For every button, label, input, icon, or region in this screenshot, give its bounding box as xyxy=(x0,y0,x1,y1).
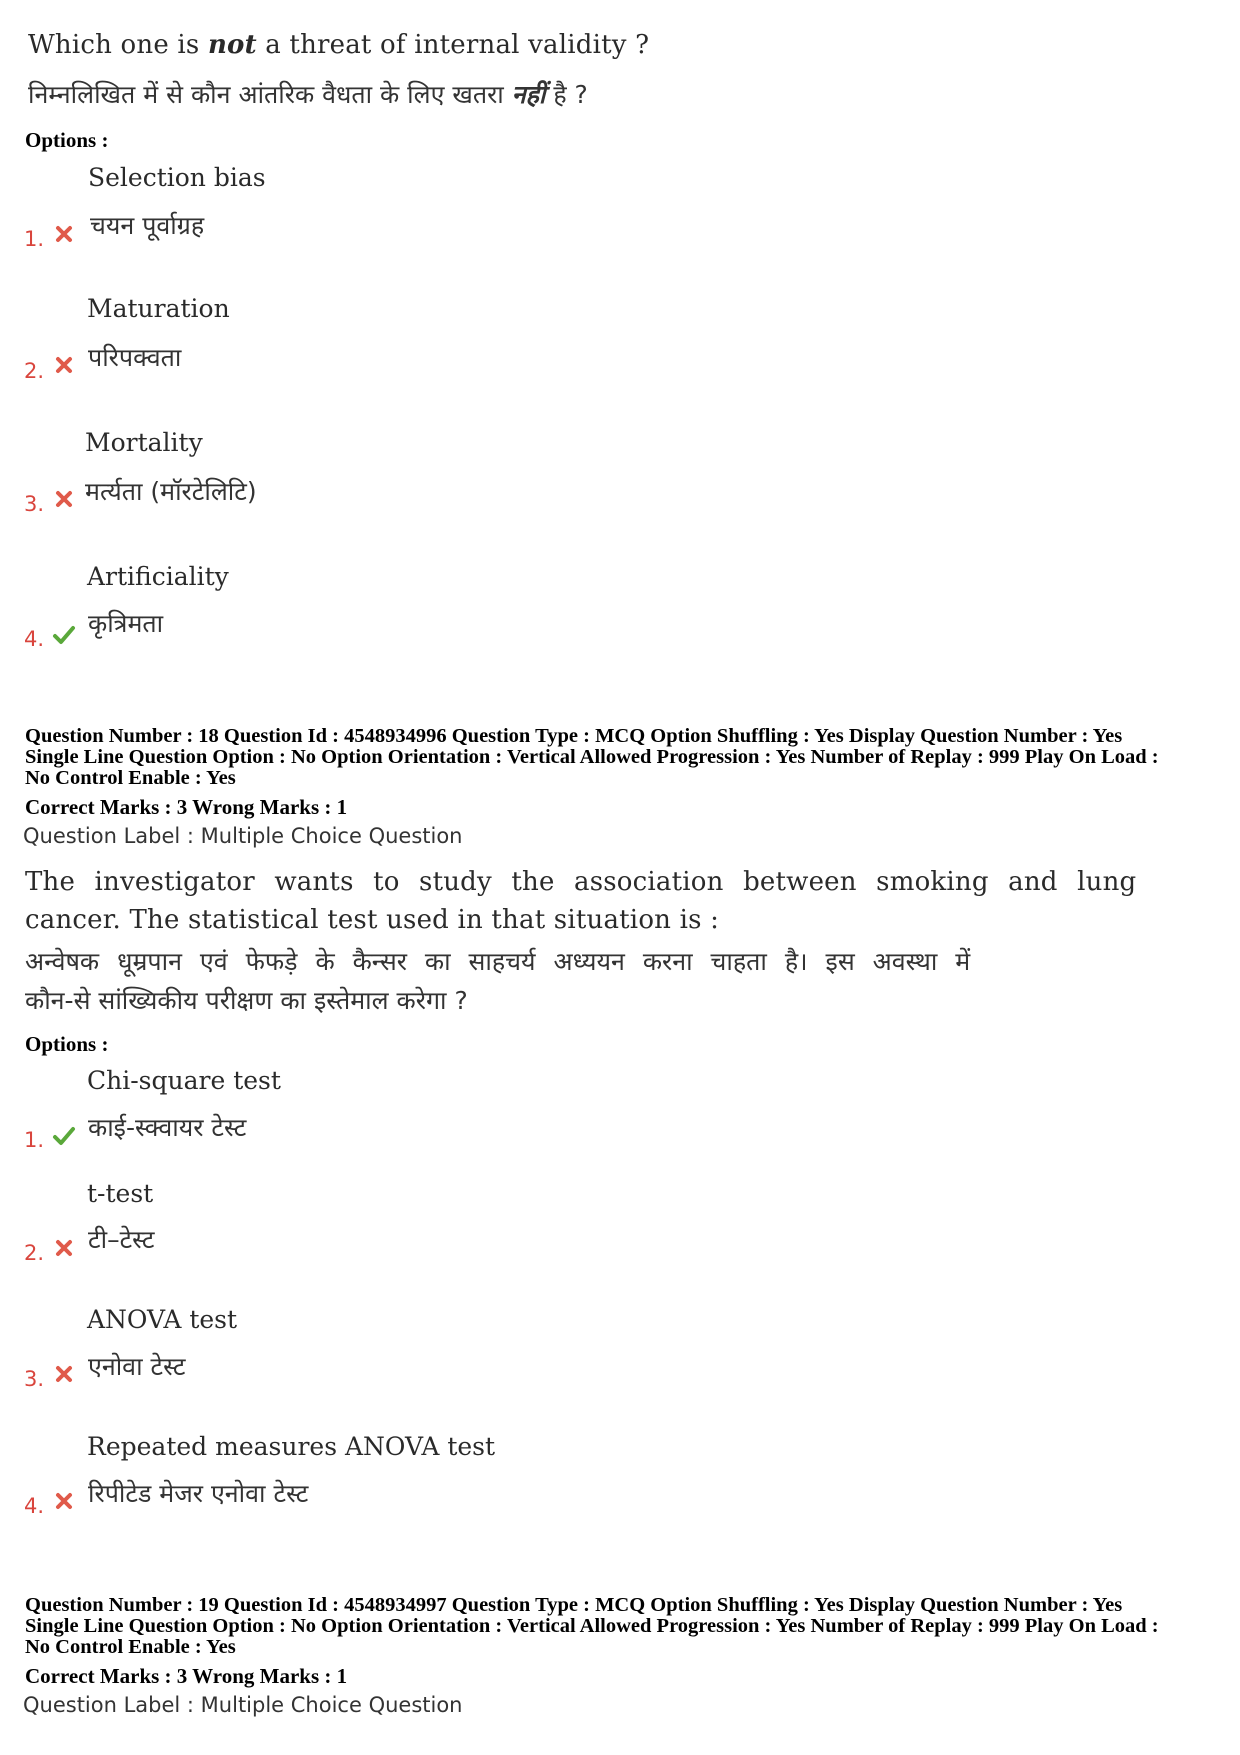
option-text-hi: परिपक्वता xyxy=(88,343,182,372)
option-number: 3. xyxy=(24,1367,45,1391)
question-text-emphasis: not xyxy=(207,30,257,60)
question-18-text-en-line2: cancer. The statistical test used in that situation is : xyxy=(25,905,720,935)
question-text-part: है ? xyxy=(545,80,588,109)
option-text-en: Mortality xyxy=(85,428,203,457)
question-18-text-en-line1: The investigator wants to study the association between smoking and lung xyxy=(25,867,1137,897)
option-text-en: ANOVA test xyxy=(87,1305,238,1334)
question-text-part: निम्नलिखित में से कौन आंतरिक वैधता के लिए खतरा xyxy=(28,80,512,109)
meta-line: No Control Enable : Yes xyxy=(25,1636,236,1658)
question-18-text-hi-line1: अन्वेषक धूम्रपान एवं फेफड़े के कैन्सर का साहचर्य अध्ययन करना चाहता है। इस अवस्था में xyxy=(25,947,971,976)
option-text-hi: कृत्रिमता xyxy=(88,609,164,638)
options-label: Options : xyxy=(25,1032,109,1056)
option-text-hi: टी–टेस्ट xyxy=(88,1225,155,1254)
cross-icon xyxy=(54,224,74,244)
meta-line: Single Line Question Option : No Option Orientation : Vertical Allowed Progression : Yes Number of Replay : 999 Play On Load : xyxy=(25,746,1159,768)
option-number: 4. xyxy=(24,1494,45,1518)
option-number: 2. xyxy=(24,359,45,383)
option-text-en: Selection bias xyxy=(88,163,266,192)
option-text-hi: चयन पूर्वाग्रह xyxy=(90,211,205,240)
cross-icon xyxy=(54,1491,74,1511)
cross-icon xyxy=(54,355,74,375)
option-number: 1. xyxy=(24,227,45,251)
meta-line: Question Number : 19 Question Id : 4548934997 Question Type : MCQ Option Shuffling : Yes Display Question Number : Yes xyxy=(25,1594,1123,1616)
question-18-label: Question Label : Multiple Choice Question xyxy=(23,824,463,848)
question-18-meta xyxy=(25,726,1159,789)
option-text-hi: रिपीटेड मेजर एनोवा टेस्ट xyxy=(88,1479,309,1508)
question-text-emphasis: नहीं xyxy=(511,80,546,109)
cross-icon xyxy=(54,489,74,509)
meta-line: Question Number : 18 Question Id : 4548934996 Question Type : MCQ Option Shuffling : Yes Display Question Number : Yes xyxy=(25,725,1123,747)
cross-icon xyxy=(54,1238,74,1258)
option-number: 2. xyxy=(24,1241,45,1265)
check-icon xyxy=(52,624,76,646)
option-text-en: Chi-square test xyxy=(87,1066,281,1095)
option-number: 3. xyxy=(24,492,45,516)
question-18-text-hi-line2: कौन-से सांख्यिकीय परीक्षण का इस्तेमाल करेगा ? xyxy=(25,986,468,1015)
question-19-label: Question Label : Multiple Choice Question xyxy=(23,1693,463,1717)
option-number: 4. xyxy=(24,627,45,651)
option-text-en: Repeated measures ANOVA test xyxy=(87,1432,496,1461)
question-17-text-hi xyxy=(28,77,588,111)
option-text-hi: एनोवा टेस्ट xyxy=(88,1352,186,1381)
question-text-part: Which one is xyxy=(28,30,208,60)
options-label: Options : xyxy=(25,128,109,152)
option-text-hi: मर्त्यता (मॉरटेलिटि) xyxy=(85,477,257,506)
option-text-en: Maturation xyxy=(87,294,230,323)
question-18-marks: Correct Marks : 3 Wrong Marks : 1 xyxy=(25,795,348,819)
meta-line: No Control Enable : Yes xyxy=(25,767,236,789)
cross-icon xyxy=(54,1364,74,1384)
option-text-en: t-test xyxy=(87,1179,154,1208)
question-19-marks: Correct Marks : 3 Wrong Marks : 1 xyxy=(25,1664,348,1688)
option-text-en: Artificiality xyxy=(87,562,229,591)
question-text-part: a threat of internal validity ? xyxy=(256,30,650,60)
question-19-meta xyxy=(25,1595,1159,1658)
option-text-hi: काई-स्क्वायर टेस्ट xyxy=(88,1113,247,1142)
question-17-text-en xyxy=(28,30,649,60)
meta-line: Single Line Question Option : No Option Orientation : Vertical Allowed Progression : Yes Number of Replay : 999 Play On Load : xyxy=(25,1615,1159,1637)
check-icon xyxy=(52,1125,76,1147)
option-number: 1. xyxy=(24,1128,45,1152)
